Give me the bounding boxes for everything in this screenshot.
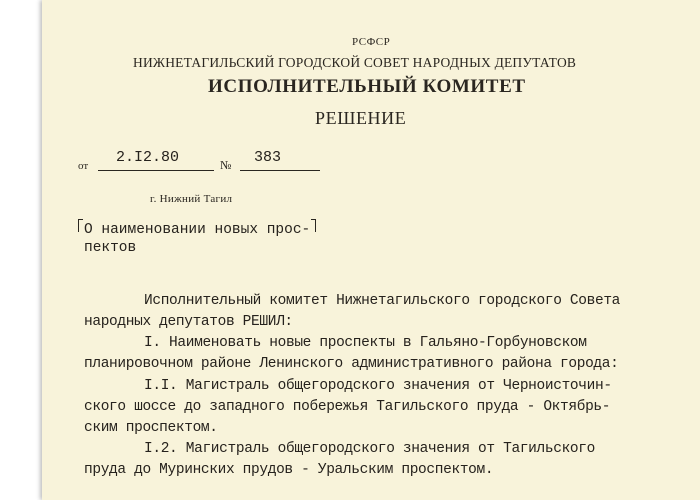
subject-bracket-right (311, 219, 316, 232)
number-label: № (220, 158, 232, 172)
document-page (42, 0, 700, 500)
body-line: пруда до Муринских прудов - Уральским проспектом. (84, 462, 494, 478)
body-line: I.I. Магистраль общегородского значения от Черноисточин- (144, 378, 612, 394)
body-line: I. Наименовать новые проспекты в Гальяно-Горбуновском (144, 335, 587, 351)
decision-number: 383 (254, 149, 282, 166)
date-underline (98, 170, 214, 171)
subject-bracket-left (78, 219, 83, 232)
body-line: I.2. Магистраль общегородского значения от Тагильского (144, 441, 595, 457)
number-underline (240, 170, 320, 171)
date-label: от (78, 160, 89, 172)
subject-line-2: пектов (84, 240, 137, 256)
committee-title: ИСПОЛНИТЕЛЬНЫЙ КОМИТЕТ (208, 76, 526, 97)
decision-date: 2.I2.80 (116, 149, 180, 166)
decision-title: РЕШЕНИЕ (315, 108, 407, 128)
city-name: г. Нижний Тагил (150, 193, 233, 205)
body-line: Исполнительный комитет Нижнетагильского городского Совета (144, 293, 621, 309)
body-line: ского шоссе до западного побережья Тагильского пруда - Октябрь- (84, 399, 611, 415)
body-line: ским проспектом. (84, 420, 218, 436)
body-line: народных депутатов РЕШИЛ: (84, 314, 293, 330)
subject-line-1: О наименовании новых прос- (84, 222, 311, 238)
council-name: НИЖНЕТАГИЛЬСКИЙ ГОРОДСКОЙ СОВЕТ НАРОДНЫХ ДЕПУТАТОВ (133, 55, 577, 70)
rsfsr-label: РСФСР (352, 36, 391, 48)
body-line: планировочном районе Ленинского административного района города: (84, 356, 619, 372)
